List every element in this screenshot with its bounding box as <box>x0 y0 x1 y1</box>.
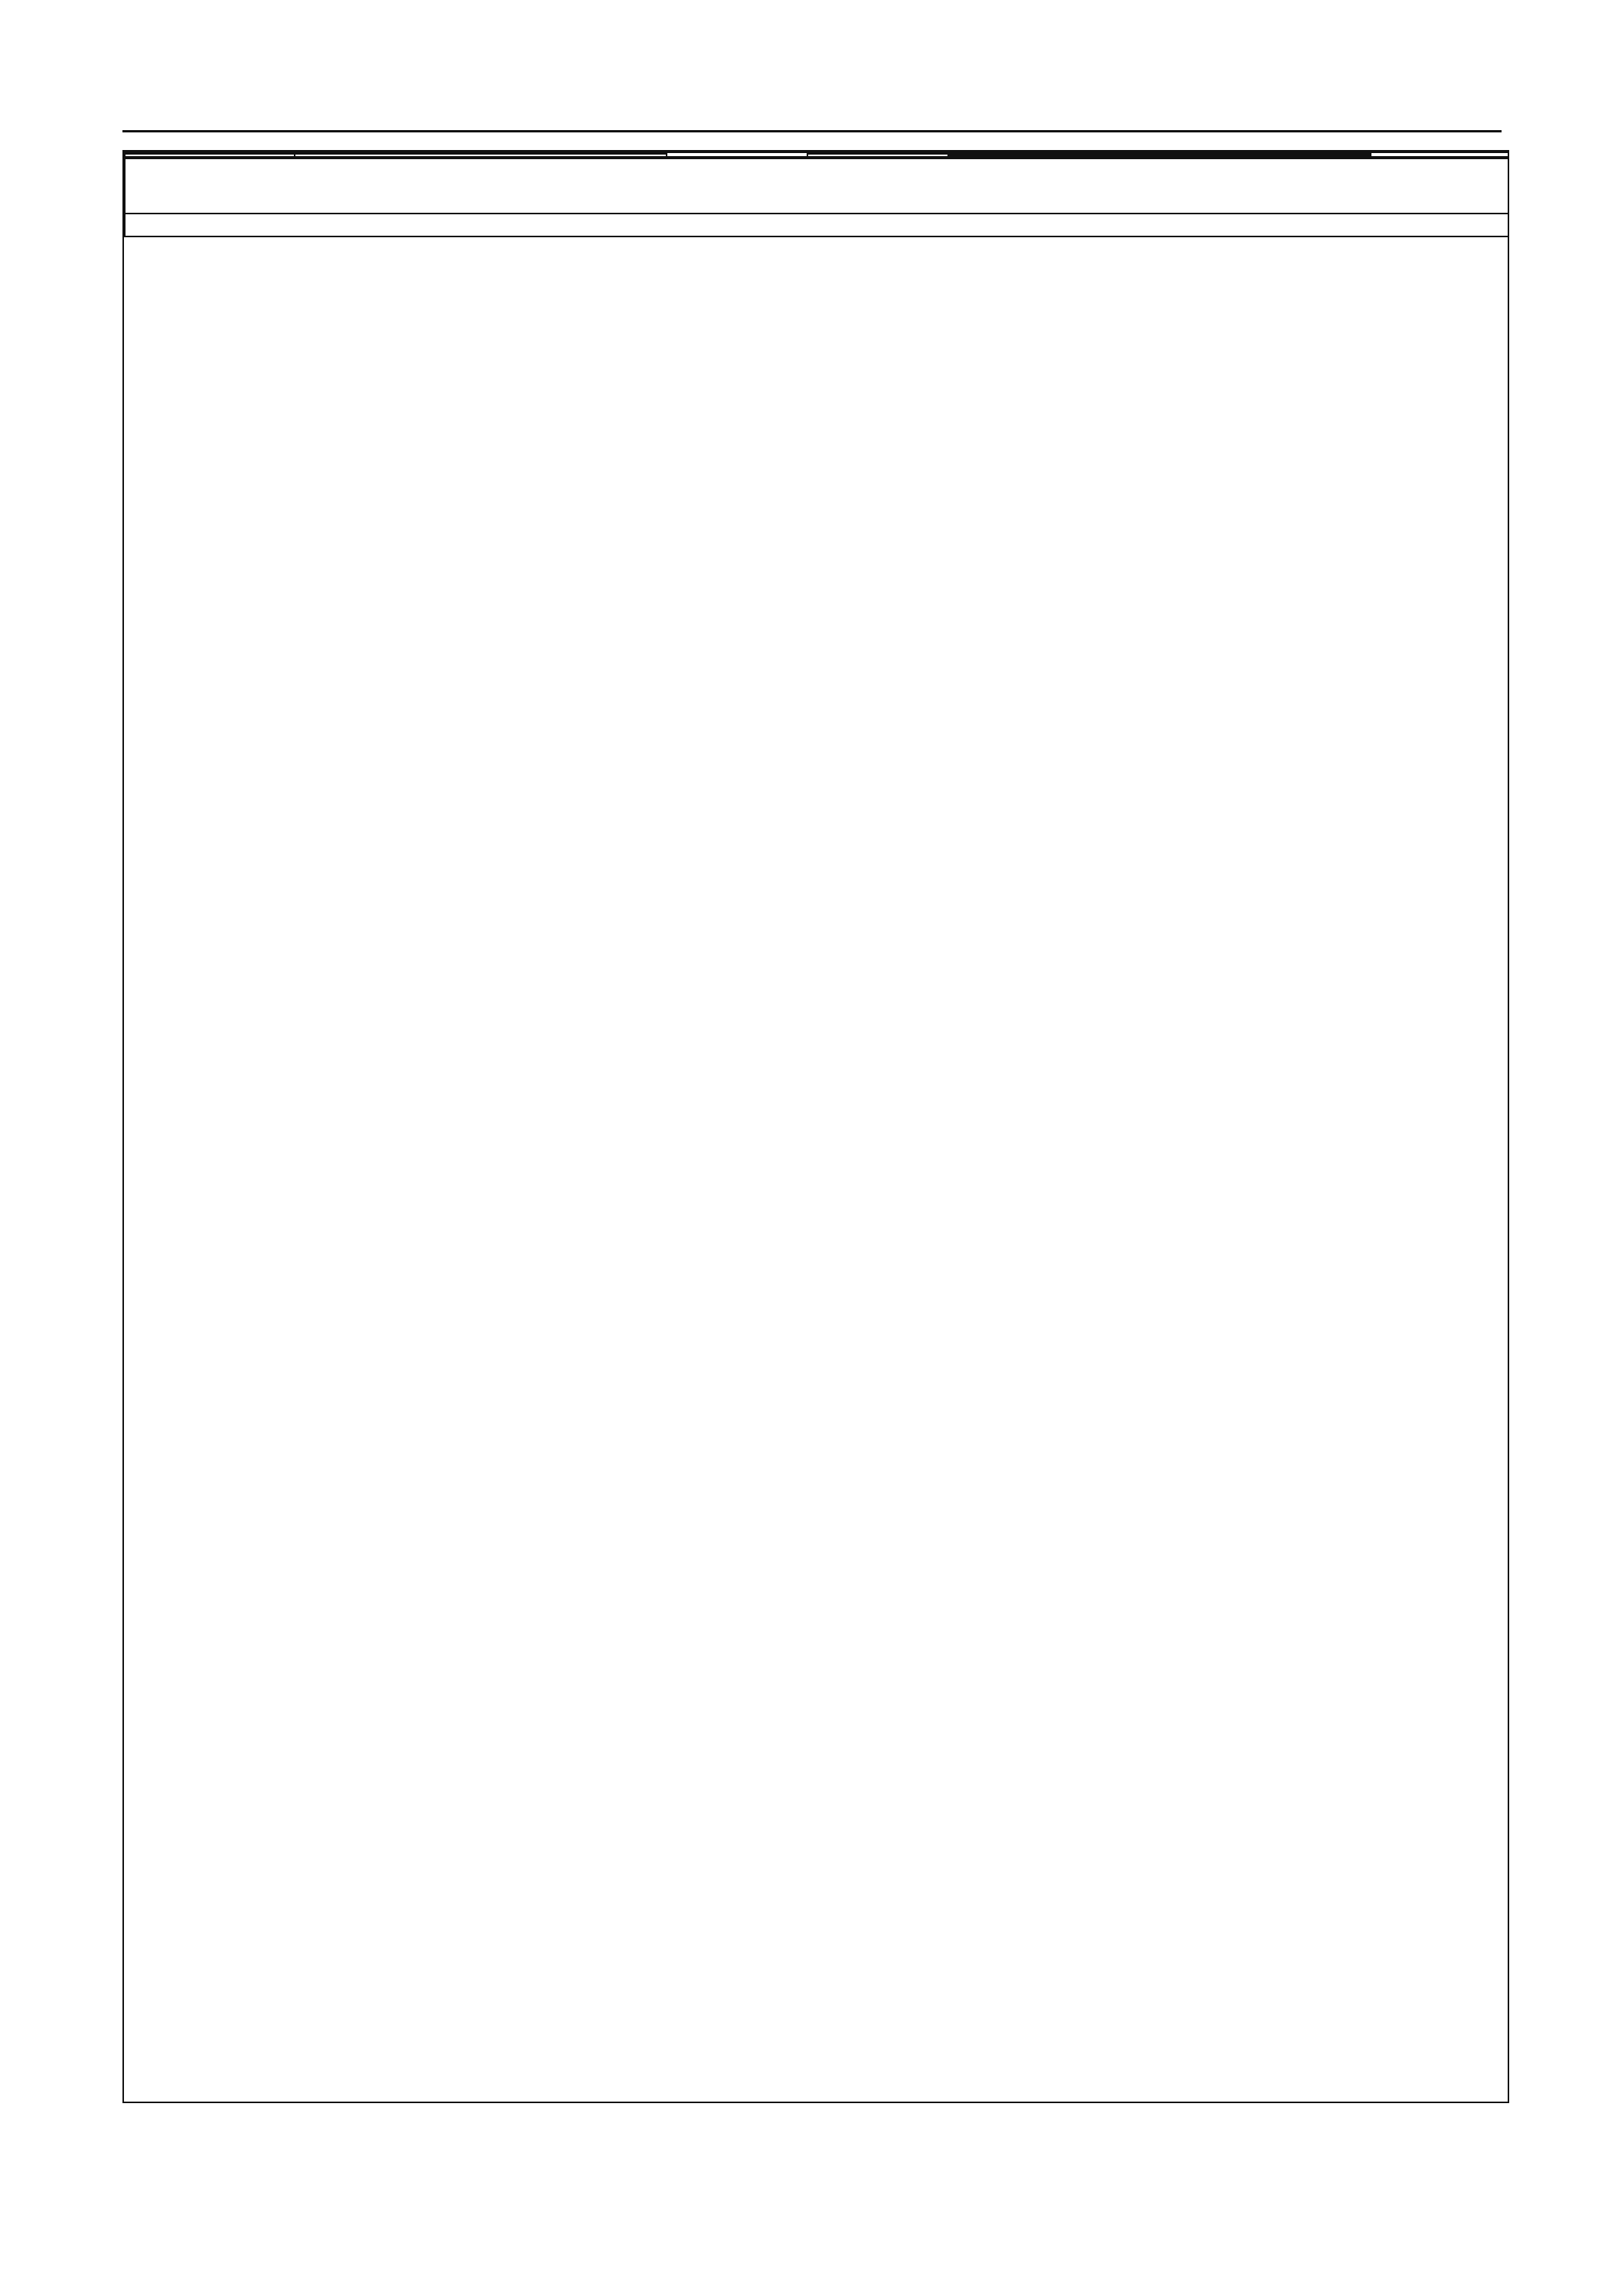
table-08-03-002-heading-row <box>125 214 1508 236</box>
section-3-row <box>125 158 1508 214</box>
table-08-03-001-title <box>126 204 1508 213</box>
document-table-frame <box>122 150 1509 2103</box>
rates-table <box>124 152 1509 237</box>
section-title <box>126 159 1508 204</box>
page-header <box>122 90 1502 132</box>
table-08-03-002-title <box>126 214 1508 236</box>
